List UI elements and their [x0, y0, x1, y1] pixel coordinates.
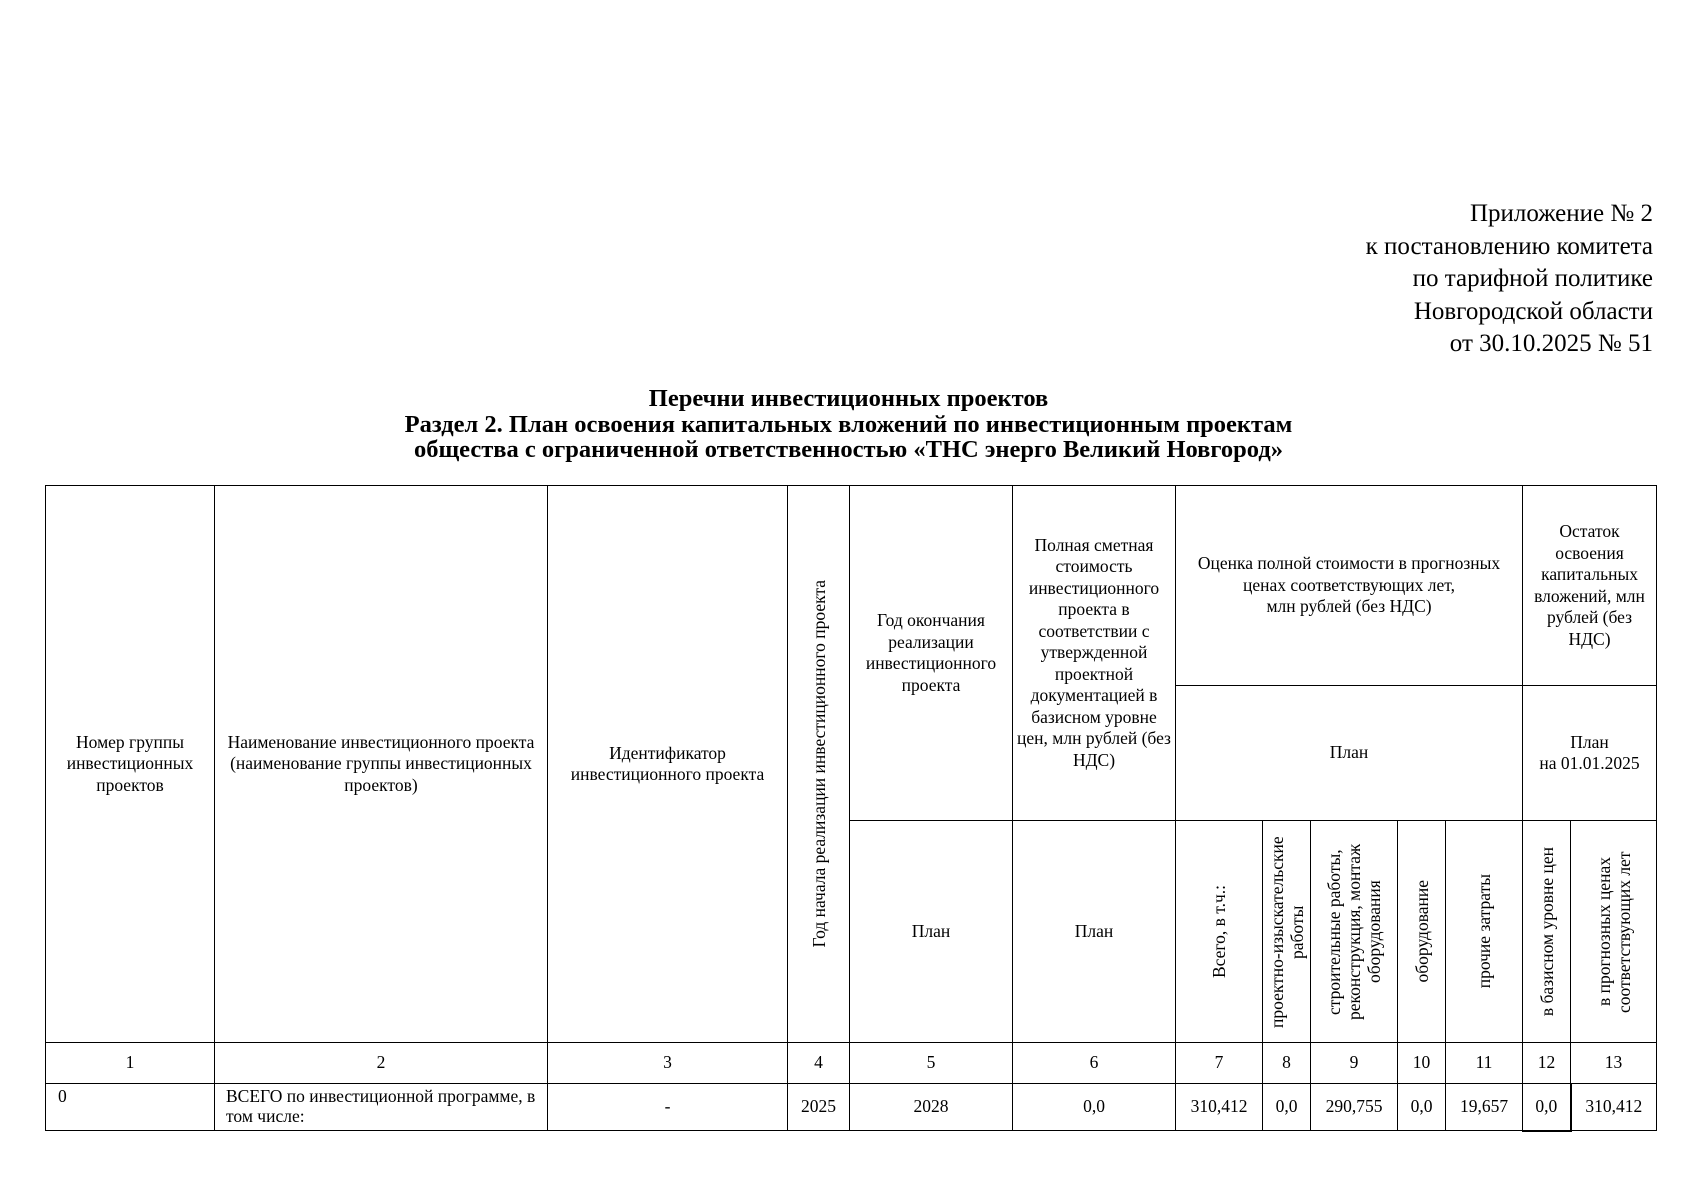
column-number: 13	[1571, 1043, 1657, 1084]
header-end-year-plan: План	[850, 821, 1013, 1043]
header-forecast-prices: в прогнозных ценах соответствующих лет	[1593, 850, 1634, 1013]
header-end-year: Год окончания реализации инвестиционного проекта	[850, 486, 1013, 821]
column-number: 10	[1398, 1043, 1446, 1084]
appendix-line: по тарифной политике	[1412, 265, 1653, 292]
cell-remaining-base: 0,0	[1523, 1084, 1571, 1131]
cell-start-year: 2025	[788, 1084, 850, 1131]
document-heading	[0, 386, 1697, 463]
header-other: прочие затраты	[1474, 874, 1494, 989]
header-construction: строительные работы, реконструкция, монтаж оборудования	[1324, 843, 1384, 1020]
cell-other: 19,657	[1446, 1084, 1523, 1131]
appendix-line: от 30.10.2025 № 51	[1449, 330, 1653, 357]
section-title: Раздел 2. План освоения капитальных вложений по инвестиционным проектам	[404, 410, 1293, 438]
header-row-1	[46, 486, 1657, 686]
investment-plan-table	[45, 485, 1657, 1132]
header-group-number: Номер группы инвестиционных проектов	[46, 486, 215, 1043]
cell-end-year: 2028	[850, 1084, 1013, 1131]
header-full-estimate: Полная сметная стоимость инвестиционного проекта в соответствии с утвержденной проектной документацией в базисном уровне цен, млн рублей (без НДС)	[1013, 486, 1176, 821]
header-base-prices: в базисном уровне цен	[1536, 846, 1557, 1017]
header-plan-date-label: План	[1570, 731, 1609, 752]
column-number: 2	[215, 1043, 548, 1084]
appendix-line: Приложение № 2	[1469, 200, 1653, 227]
table-row	[46, 1084, 1657, 1131]
header-design-works: проектно-изыскательские работы	[1266, 835, 1307, 1028]
appendix-line: к постановлению комитета	[1365, 232, 1653, 260]
cell-name: ВСЕГО по инвестиционной программе, в том числе:	[215, 1084, 548, 1131]
column-number: 1	[46, 1043, 215, 1084]
header-start-year: Год начала реализации инвестиционного проекта	[808, 580, 829, 948]
column-number: 5	[850, 1043, 1013, 1084]
column-number: 9	[1311, 1043, 1398, 1084]
cell-design-works: 0,0	[1263, 1084, 1311, 1131]
column-number: 11	[1446, 1043, 1523, 1084]
company-title: общества с ограниченной ответственностью «ТНС энерго Великий Новгород»	[414, 436, 1283, 463]
appendix-block	[953, 198, 1653, 361]
header-other-cell	[1446, 821, 1523, 1043]
cell-full-estimate: 0,0	[1013, 1084, 1176, 1131]
column-number: 6	[1013, 1043, 1176, 1084]
header-total: Всего, в т.ч.:	[1209, 884, 1229, 979]
header-design-works-cell	[1263, 821, 1311, 1043]
cell-identifier: -	[548, 1084, 788, 1131]
column-number-row	[46, 1043, 1657, 1084]
header-base-prices-cell	[1523, 821, 1571, 1043]
cell-total: 310,412	[1176, 1084, 1263, 1131]
header-remaining: Остаток освоения капитальных вложений, млн рублей (без НДС)	[1523, 486, 1657, 686]
header-full-estimate-plan: План	[1013, 821, 1176, 1043]
column-number: 8	[1263, 1043, 1311, 1084]
header-forecast-prices-cell	[1571, 821, 1657, 1043]
cell-construction: 290,755	[1311, 1084, 1398, 1131]
column-number: 7	[1176, 1043, 1263, 1084]
document-title: Перечни инвестиционных проектов	[648, 385, 1049, 412]
cell-equipment: 0,0	[1398, 1084, 1446, 1131]
header-start-year-cell	[788, 486, 850, 1043]
header-plan: План	[1176, 686, 1523, 821]
appendix-line: Новгородской области	[1413, 297, 1653, 325]
header-identifier: Идентификатор инвестиционного проекта	[548, 486, 788, 1043]
header-project-name: Наименование инвестиционного проекта (наименование группы инвестиционных проектов)	[215, 486, 548, 1043]
header-plan-date	[1523, 686, 1657, 821]
column-number: 4	[788, 1043, 850, 1084]
header-forecast-estimate: Оценка полной стоимости в прогнозных ценах соответствующих лет, млн рублей (без НДС)	[1176, 486, 1523, 686]
header-construction-cell	[1311, 821, 1398, 1043]
header-total-cell	[1176, 821, 1263, 1043]
column-number: 3	[548, 1043, 788, 1084]
header-plan-date-value: на 01.01.2025	[1539, 753, 1640, 773]
header-equipment-cell	[1398, 821, 1446, 1043]
cell-remaining-forecast: 310,412	[1571, 1084, 1657, 1131]
header-equipment: оборудование	[1411, 880, 1432, 983]
column-number: 12	[1523, 1043, 1571, 1084]
cell-group: 0	[46, 1084, 215, 1131]
